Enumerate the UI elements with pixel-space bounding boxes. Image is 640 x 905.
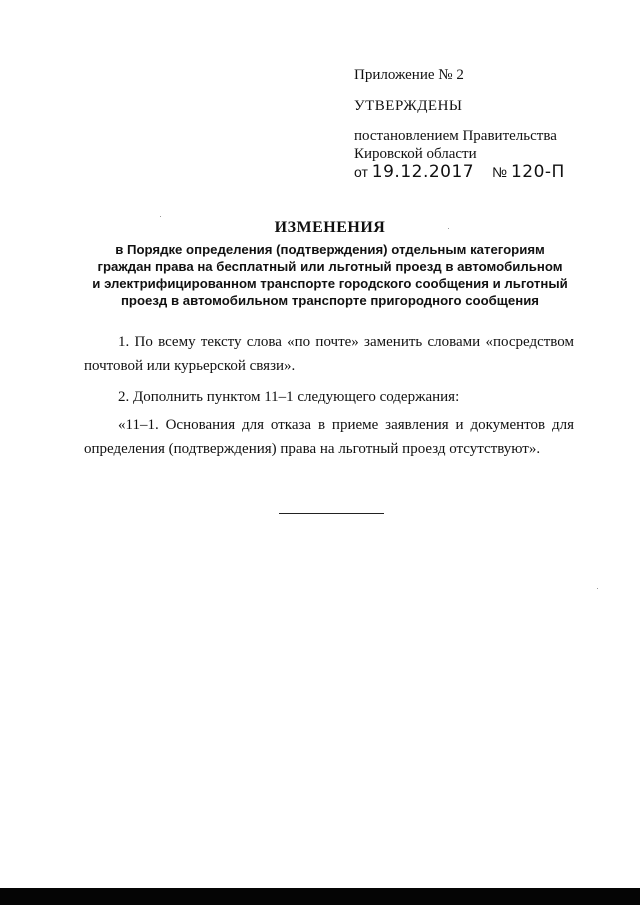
subtitle-line-1: в Порядке определения (подтверждения) отдельным категориям	[115, 242, 545, 257]
paragraph-3: «11–1. Основания для отказа в приеме заявления и документов для определения (подтверждения) права на льготный проезд отсутствуют».	[84, 417, 574, 457]
scan-speck	[597, 588, 598, 589]
appendix-number: Приложение № 2	[354, 67, 464, 83]
subtitle-line-2: граждан права на бесплатный или льготный проезд в автомобильном	[97, 259, 563, 274]
end-divider-line	[279, 513, 384, 514]
scan-speck	[448, 228, 449, 229]
approval-stamp-block	[354, 66, 614, 181]
date-prefix: от	[354, 164, 368, 180]
handwritten-number: 120-П	[510, 162, 565, 182]
approved-heading: УТВЕРЖДЕНЫ	[354, 98, 463, 114]
resolution-line-1: постановлением Правительства	[354, 128, 557, 144]
document-heading	[60, 219, 600, 309]
document-body	[84, 330, 574, 468]
resolution-date-line	[354, 163, 614, 181]
scan-border-bar	[0, 888, 640, 905]
document-title: ИЗМЕНЕНИЯ	[274, 219, 386, 236]
subtitle-line-3: и электрифицированном транспорте городского сообщения и льготный	[92, 276, 568, 291]
subtitle-line-4: проезд в автомобильном транспорте пригородного сообщения	[120, 293, 540, 308]
resolution-line-2: Кировской области	[354, 146, 477, 162]
handwritten-date: 19.12.2017	[371, 162, 475, 182]
scan-speck	[160, 216, 161, 217]
paragraph-1: 1. По всему тексту слова «по почте» заменить словами «посредством почтовой или курьерской связи».	[84, 334, 574, 374]
paragraph-2: 2. Дополнить пунктом 11–1 следующего содержания:	[118, 389, 460, 405]
number-prefix: №	[492, 164, 508, 180]
